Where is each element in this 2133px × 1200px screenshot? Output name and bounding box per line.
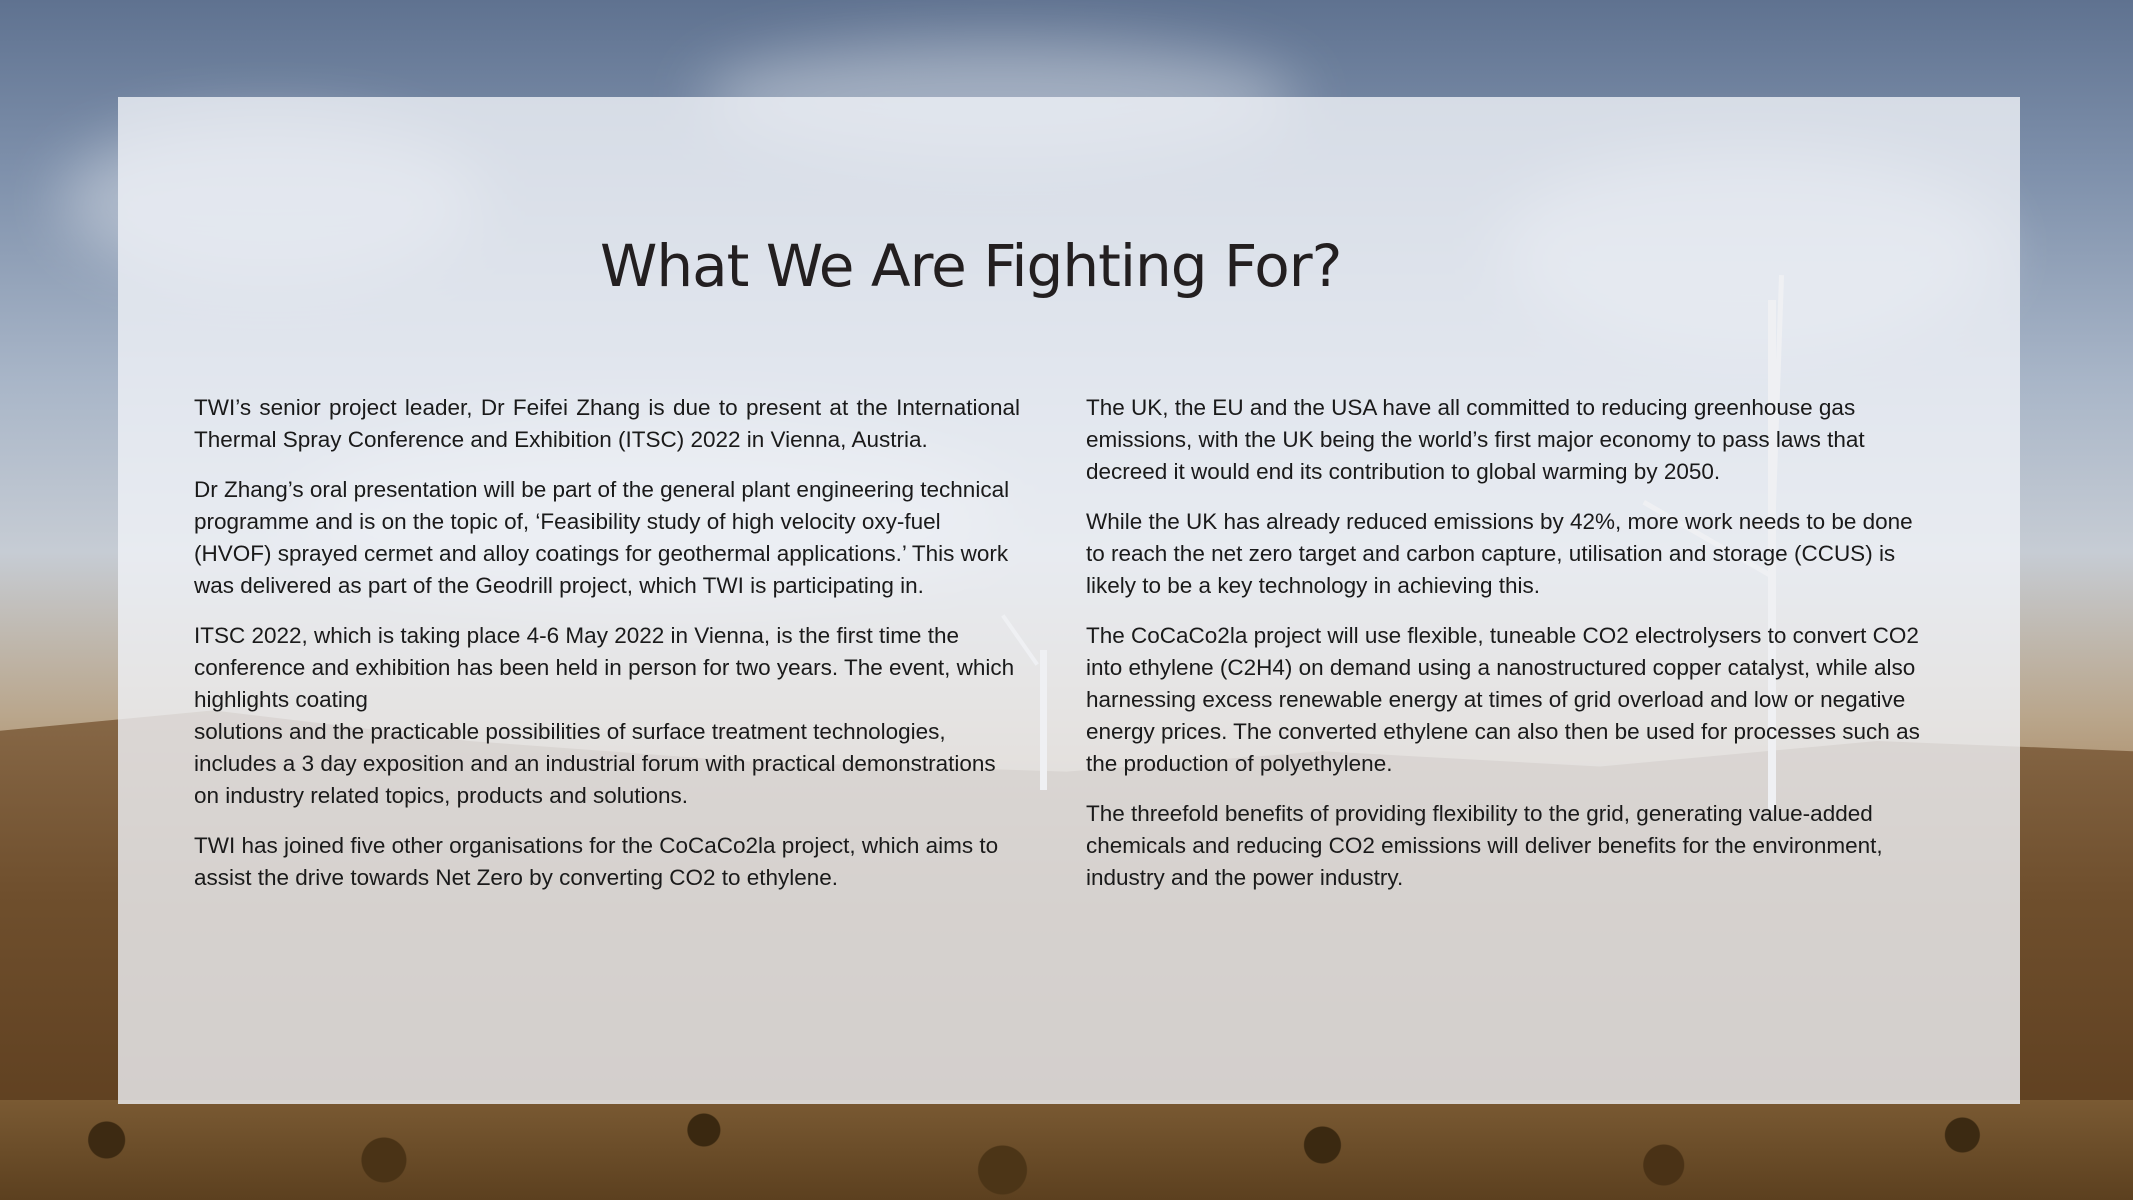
- paragraph-itsc-intro: TWI’s senior project leader, Dr Feifei Zhang is due to present at the International Thermal Spray Conference and Exhibition (ITSC) 2022 in Vienna, Austria.: [194, 395, 1020, 452]
- paragraph-itsc-details-part1: ITSC 2022, which is taking place 4-6 May 2022 in Vienna, is the first time the conference and exhibition has been held in person for two years. The event, which highlights coating: [194, 623, 1015, 712]
- paragraph-cocaco2la-intro: TWI has joined five other organisations for the CoCaCo2la project, which aims to assist the drive towards Net Zero by converting CO2 to ethylene.: [194, 833, 999, 890]
- paragraph-cocaco2la-method: The CoCaCo2la project will use flexible, tuneable CO2 electrolysers to convert CO2 into ethylene (C2H4) on demand using a nanostructured copper catalyst, while also harnessing excess renewable energy at times of grid overload and low or negative energy prices. The converted ethylene can also then be used for processes such as the production of polyethylene.: [1086, 623, 1920, 776]
- scrubland: [0, 1100, 2133, 1200]
- right-column: [1086, 392, 1926, 912]
- paragraph-net-zero-ccus: While the UK has already reduced emissions by 42%, more work needs to be done to reach the net zero target and carbon capture, utilisation and storage (CCUS) is likely to be a key technology in achieving this.: [1086, 509, 1913, 598]
- paragraph-emissions-commitment: The UK, the EU and the USA have all committed to reducing greenhouse gas emissions, with the UK being the world’s first major economy to pass laws that decreed it would end its contribution to global warming by 2050.: [1086, 395, 1865, 484]
- paragraph-itsc-details-part2: solutions and the practicable possibilities of surface treatment technologies, includes a 3 day exposition and an industrial forum with practical demonstrations on industry related topics, products and solutions.: [194, 719, 996, 808]
- paragraph-presentation-topic: Dr Zhang’s oral presentation will be part of the general plant engineering technical programme and is on the topic of, ‘Feasibility study of high velocity oxy-fuel (HVOF) sprayed cermet and alloy coatings for geothermal applications.’ This work was delivered as part of the Geodrill project, which TWI is participating in.: [194, 477, 1010, 598]
- slide-title: What We Are Fighting For?: [600, 232, 1342, 300]
- paragraph-threefold-benefits: The threefold benefits of providing flexibility to the grid, generating value-added chemicals and reducing CO2 emissions will deliver benefits for the environment, industry and the power industry.: [1086, 801, 1883, 890]
- left-column: [194, 392, 1020, 912]
